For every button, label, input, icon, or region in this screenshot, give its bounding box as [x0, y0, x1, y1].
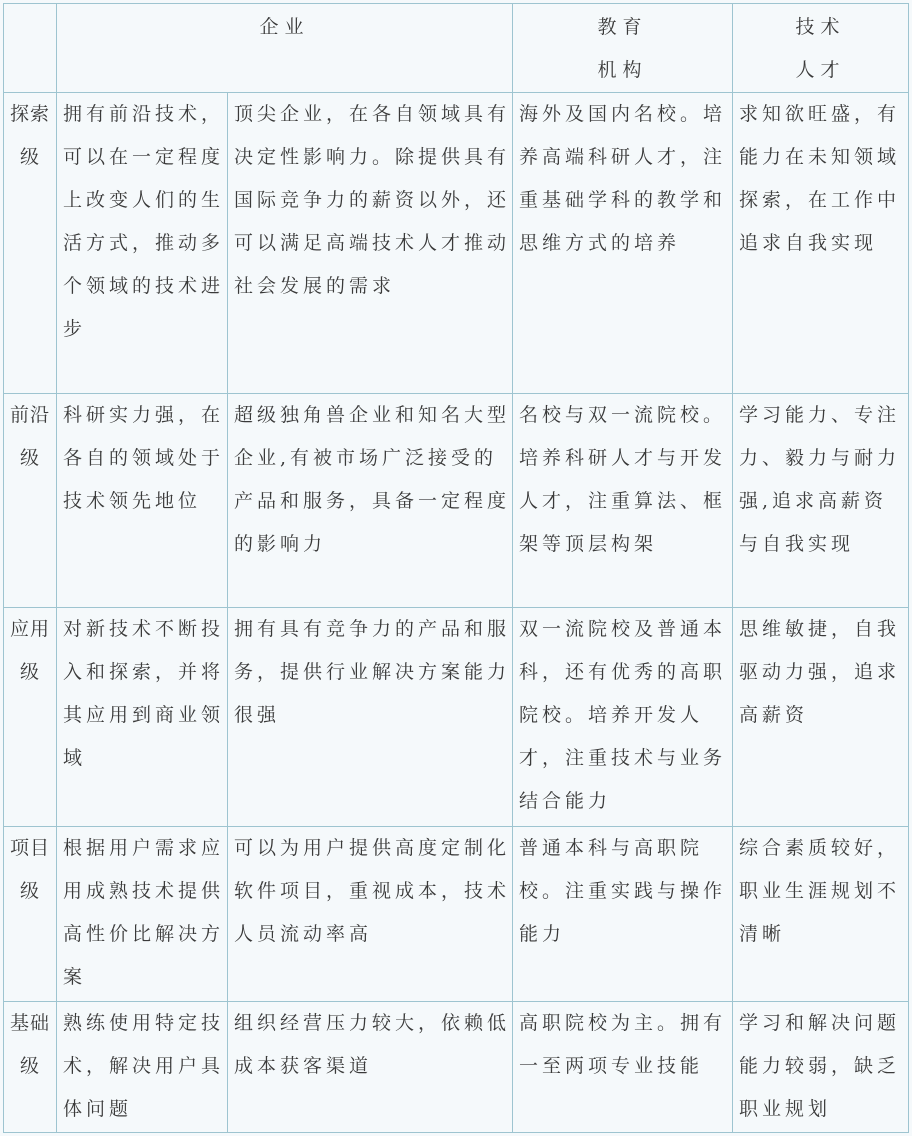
- header-enterprise-label: 企业: [259, 16, 310, 38]
- company-desc-cell: 顶尖企业，在各自领域具有决定性影响力。除提供具有国际竞争力的薪资以外，还可以满足高端技术人才推动社会发展的需求: [228, 93, 513, 394]
- table-row: [4, 394, 909, 608]
- company-desc-cell: 组织经营压力较大，依赖低成本获客渠道: [228, 1002, 513, 1133]
- table-row: [4, 827, 909, 1002]
- level-label-line-1: 项目: [9, 837, 50, 859]
- header-talent: [733, 4, 909, 93]
- level-cell: [4, 827, 57, 1002]
- level-label-line-2: 级: [19, 661, 40, 683]
- header-talent-line-2: 人才: [795, 59, 846, 81]
- education-cell: 海外及国内名校。培养高端科研人才，注重基础学科的教学和思维方式的培养: [513, 93, 733, 394]
- company-desc-cell: 拥有具有竞争力的产品和服务，提供行业解决方案能力很强: [228, 608, 513, 827]
- talent-comparison-table: [3, 3, 909, 1133]
- company-desc-cell: 超级独角兽企业和知名大型企业,有被市场广泛接受的产品和服务，具备一定程度的影响力: [228, 394, 513, 608]
- level-cell: [4, 93, 57, 394]
- header-enterprise: [57, 4, 513, 93]
- talent-cell: 学习能力、专注力、毅力与耐力强,追求高薪资与自我实现: [733, 394, 909, 608]
- level-label-line-1: 应用: [9, 618, 50, 640]
- header-row: [4, 4, 909, 93]
- header-education-line-2: 机构: [597, 59, 648, 81]
- level-label-line-1: 探索: [9, 103, 50, 125]
- education-cell: 双一流院校及普通本科，还有优秀的高职院校。培养开发人才，注重技术与业务结合能力: [513, 608, 733, 827]
- company-desc-cell: 可以为用户提供高度定制化软件项目，重视成本，技术人员流动率高: [228, 827, 513, 1002]
- table-row: [4, 93, 909, 394]
- company-tech-cell: 熟练使用特定技术，解决用户具体问题: [57, 1002, 228, 1133]
- education-cell: 普通本科与高职院校。注重实践与操作能力: [513, 827, 733, 1002]
- level-cell: [4, 608, 57, 827]
- level-cell: [4, 394, 57, 608]
- company-tech-cell: 根据用户需求应用成熟技术提供高性价比解决方案: [57, 827, 228, 1002]
- talent-cell: 综合素质较好，职业生涯规划不清晰: [733, 827, 909, 1002]
- level-cell: [4, 1002, 57, 1133]
- table-row: [4, 1002, 909, 1133]
- header-education-line-1: 教育: [597, 16, 648, 38]
- header-corner-cell: [4, 4, 57, 93]
- company-tech-cell: 拥有前沿技术，可以在一定程度上改变人们的生活方式，推动多个领域的技术进步: [57, 93, 228, 394]
- company-tech-cell: 科研实力强，在各自的领域处于技术领先地位: [57, 394, 228, 608]
- level-label-line-2: 级: [19, 880, 40, 902]
- header-education: [513, 4, 733, 93]
- company-tech-cell: 对新技术不断投入和探索，并将其应用到商业领域: [57, 608, 228, 827]
- level-label-line-2: 级: [19, 447, 40, 469]
- table-row: [4, 608, 909, 827]
- level-label-line-1: 基础: [9, 1012, 50, 1034]
- header-talent-line-1: 技术: [795, 16, 846, 38]
- education-cell: 名校与双一流院校。培养科研人才与开发人才，注重算法、框架等顶层构架: [513, 394, 733, 608]
- level-label-line-2: 级: [19, 146, 40, 168]
- talent-cell: 求知欲旺盛，有能力在未知领域探索，在工作中追求自我实现: [733, 93, 909, 394]
- talent-cell: 学习和解决问题能力较弱，缺乏职业规划: [733, 1002, 909, 1133]
- education-cell: 高职院校为主。拥有一至两项专业技能: [513, 1002, 733, 1133]
- talent-cell: 思维敏捷，自我驱动力强，追求高薪资: [733, 608, 909, 827]
- level-label-line-1: 前沿: [9, 404, 50, 426]
- level-label-line-2: 级: [19, 1055, 40, 1077]
